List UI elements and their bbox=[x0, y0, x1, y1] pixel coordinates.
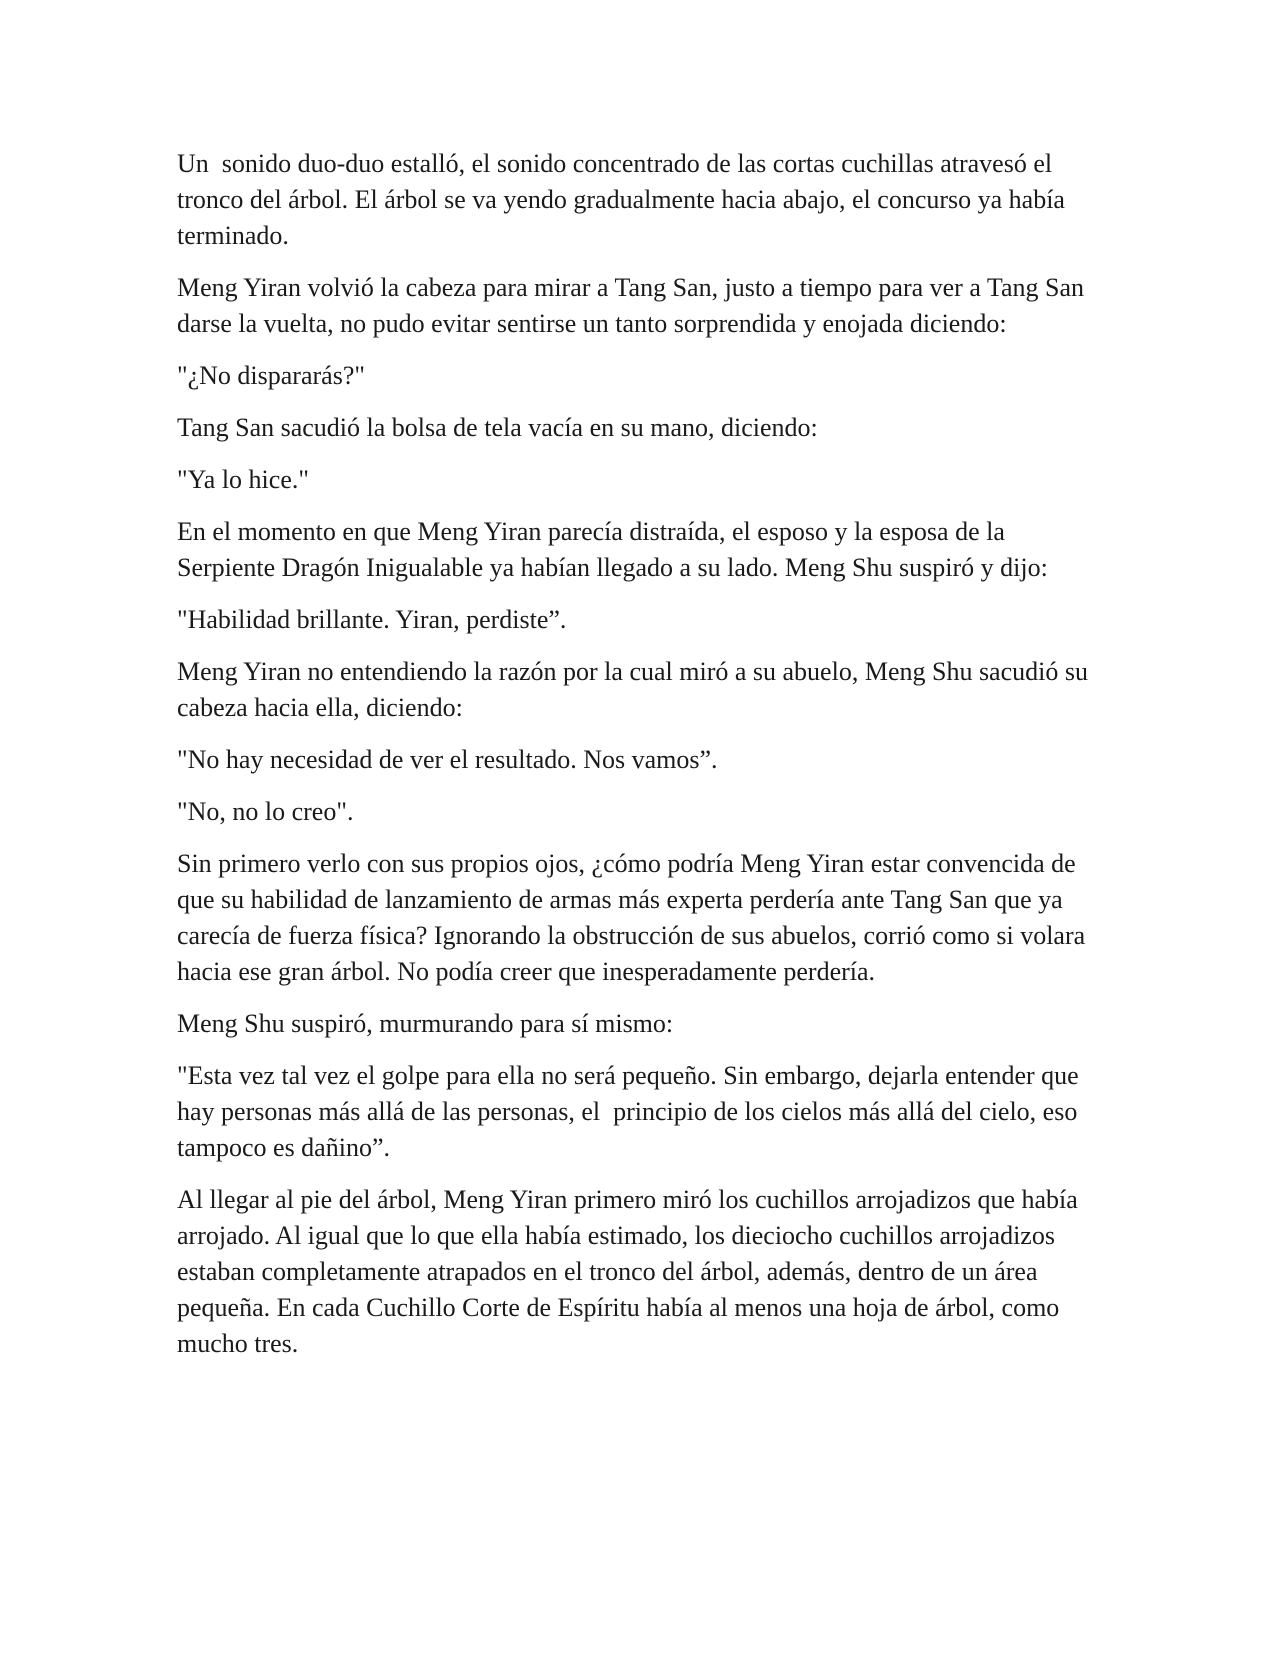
paragraph: Meng Yiran volvió la cabeza para mirar a Tang San, justo a tiempo para ver a Tang San darse la vuelta, no pudo evitar sentirse un tanto sorprendida y enojada diciendo: bbox=[177, 273, 1091, 338]
paragraph: "No hay necesidad de ver el resultado. Nos vamos”. bbox=[177, 745, 718, 774]
paragraph: "Esta vez tal vez el golpe para ella no será pequeño. Sin embargo, dejarla entender que hay personas más allá de las personas, el principio de los cielos más allá del cielo, eso tampoco es dañino”. bbox=[177, 1061, 1086, 1162]
paragraph: Un sonido duo-duo estalló, el sonido concentrado de las cortas cuchillas atravesó el tronco del árbol. El árbol se va yendo gradualmente hacia abajo, el concurso ya había terminado. bbox=[177, 149, 1072, 250]
paragraph: Al llegar al pie del árbol, Meng Yiran primero miró los cuchillos arrojadizos que había arrojado. Al igual que lo que ella había estimado, los dieciocho cuchillos arrojadizos estaban completamente atrapados en el tronco del árbol, además, dentro de un área pequeña. En cada Cuchillo Corte de Espíritu había al menos una hoja de árbol, como mucho tres. bbox=[177, 1185, 1085, 1358]
paragraph: Sin primero verlo con sus propios ojos, ¿cómo podría Meng Yiran estar convencida de que su habilidad de lanzamiento de armas más experta perdería ante Tang San que ya carecía de fuerza física? Ignorando la obstrucción de sus abuelos, corrió como si volara hacia ese gran árbol. No podía creer que inesperadamente perdería. bbox=[177, 849, 1092, 986]
paragraph: Meng Yiran no entendiendo la razón por la cual miró a su abuelo, Meng Shu sacudió su cabeza hacia ella, diciendo: bbox=[177, 657, 1095, 722]
paragraph: "Habilidad brillante. Yiran, perdiste”. bbox=[177, 605, 567, 634]
paragraph: Meng Shu suspiró, murmurando para sí mismo: bbox=[177, 1009, 674, 1038]
paragraph: "No, no lo creo". bbox=[177, 797, 354, 826]
paragraph: "¿No dispararás?" bbox=[177, 361, 365, 390]
paragraph: En el momento en que Meng Yiran parecía distraída, el esposo y la esposa de la Serpiente Dragón Inigualable ya habían llegado a su lado. Meng Shu suspiró y dijo: bbox=[177, 517, 1048, 582]
document-body bbox=[177, 146, 1097, 1378]
paragraph: "Ya lo hice." bbox=[177, 465, 309, 494]
paragraph: Tang San sacudió la bolsa de tela vacía en su mano, diciendo: bbox=[177, 413, 818, 442]
